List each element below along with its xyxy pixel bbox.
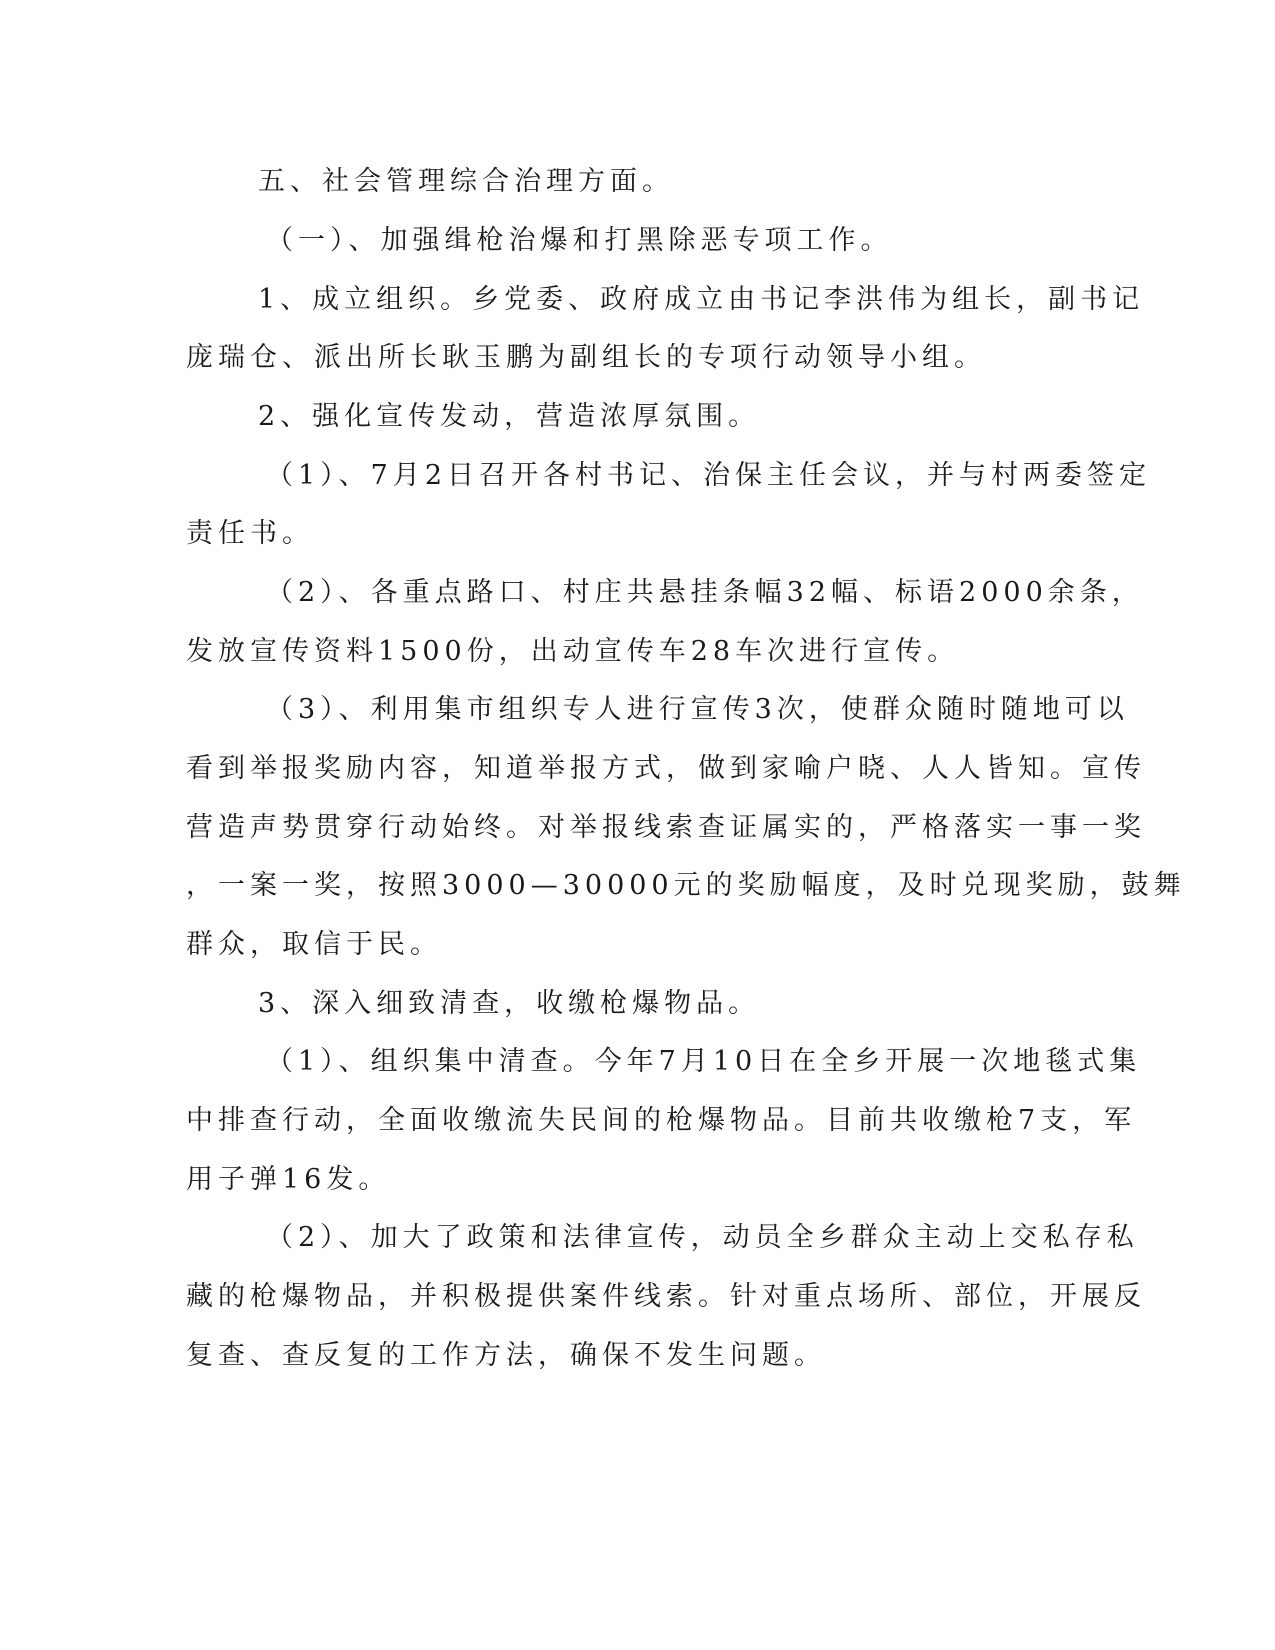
paragraph-line: 复查、查反复的工作方法，确保不发生问题。	[186, 1340, 826, 1371]
paragraph-line: （1）、7月2日召开各村书记、治保主任会议，并与村两委签定	[266, 460, 1152, 491]
paragraph-line: 营造声势贯穿行动始终。对举报线索查证属实的，严格落实一事一奖	[186, 812, 1146, 843]
paragraph-line: ，一案一奖，按照3000—30000元的奖励幅度，及时兑现奖励，鼓舞	[186, 870, 1186, 901]
paragraph-line: 庞瑞仓、派出所长耿玉鹏为副组长的专项行动领导小组。	[186, 342, 986, 373]
paragraph-line: 发放宣传资料1500份，出动宣传车28车次进行宣传。	[186, 636, 960, 667]
paragraph-line: 群众，取信于民。	[186, 929, 442, 960]
paragraph-line: 用子弹16发。	[186, 1164, 391, 1195]
paragraph-line: 藏的枪爆物品，并积极提供案件线索。针对重点场所、部位，开展反	[186, 1281, 1146, 1312]
paragraph-line: （1）、组织集中清查。今年7月10日在全乡开展一次地毯式集	[266, 1046, 1142, 1077]
paragraph-line: 责任书。	[186, 518, 314, 549]
paragraph-line: 2、强化宣传发动，营造浓厚氛围。	[258, 401, 761, 432]
subsection-heading: （一）、加强缉枪治爆和打黑除恶专项工作。	[266, 225, 893, 256]
paragraph-line: 中排查行动，全面收缴流失民间的枪爆物品。目前共收缴枪7支，军	[186, 1105, 1137, 1136]
paragraph-line: 看到举报奖励内容，知道举报方式，做到家喻户晓、人人皆知。宣传	[186, 753, 1146, 784]
section-heading: 五、社会管理综合治理方面。	[258, 166, 674, 197]
paragraph-line: （2）、加大了政策和法律宣传，动员全乡群众主动上交私存私	[266, 1222, 1139, 1253]
paragraph-line: 1、成立组织。乡党委、政府成立由书记李洪伟为组长，副书记	[258, 284, 1145, 315]
paragraph-line: （2）、各重点路口、村庄共悬挂条幅32幅、标语2000余条，	[266, 577, 1144, 608]
paragraph-line: （3）、利用集市组织专人进行宣传3次，使群众随时随地可以	[266, 694, 1129, 725]
paragraph-line: 3、深入细致清查，收缴枪爆物品。	[258, 988, 761, 1019]
